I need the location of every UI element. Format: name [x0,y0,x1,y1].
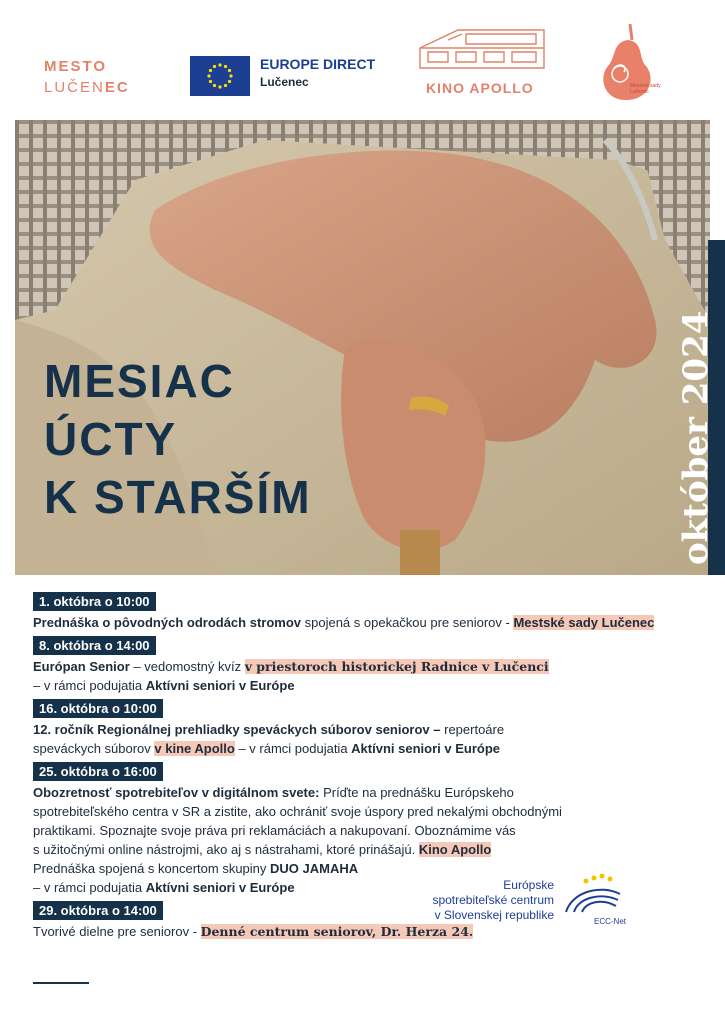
event-text: Európan Senior [33,659,130,674]
event-text: Kino Apollo [418,842,492,857]
eu-stars-icon [190,56,250,96]
mesto-logo-line1: MESTO [44,58,108,75]
europe-direct-subtitle: Lučenec [260,75,309,89]
event-text: spotrebiteľského centra v SR a zistite, ako ochrániť svoje úspory pred nekalými obchodnými [33,804,562,819]
event-text: – v rámci podujatia [33,678,146,693]
event-text: – v rámci podujatia [33,880,146,895]
event-text: Príďte na prednášku Európskeho [319,785,514,800]
event-text: Aktívni seniori v Európe [145,880,295,895]
event-text: spojená s opekačkou pre seniorov - [301,615,514,630]
event-date: 1. októbra o 10:00 [33,592,156,611]
event-text: Tvorivé dielne pre seniorov - [33,924,201,939]
mesto-lucenec-logo [44,56,130,98]
event-text: Mestské sady Lučenec [513,615,655,630]
event-text: Aktívni seniori v Európe [351,741,500,756]
event-date: 8. októbra o 14:00 [33,636,156,655]
ecc-line3: v Slovenskej republike [434,908,554,922]
event-text: repertoáre [440,722,505,737]
hero-photo [15,120,710,575]
footer-divider [33,982,89,984]
event-text: Aktívni seniori v Európe [145,678,295,693]
europe-direct-logo [260,56,375,89]
event-date: 29. októbra o 14:00 [33,901,163,920]
event-text: 12. ročník Regionálnej prehliadky speváckych súborov seniorov – [33,722,441,737]
event-date: 16. októbra o 10:00 [33,699,163,718]
event-text: – vedomostný kvíz [129,659,245,674]
kino-apollo-label: KINO APOLLO [426,80,534,96]
event-text: speváckych súborov [33,741,155,756]
header [0,0,725,118]
ecc-logo [410,878,626,926]
event-text: Denné centrum seniorov, Dr. Herza 24. [200,924,474,939]
kino-apollo-building-icon [418,26,546,72]
ecc-net-label: ECC-Net [594,917,626,926]
ecc-text [410,878,554,923]
event-description [33,657,703,695]
event-text: Prednáška o pôvodných odrodách stromov [33,615,301,630]
hero-title-line3: K STARŠÍM [44,471,312,523]
event-text: DUO JAMAHA [270,861,359,876]
event-item [33,699,703,758]
vertical-date: október 2024 [676,310,716,565]
ecc-line1: Európske [503,878,554,892]
hero-title-line1: MESIAC [44,355,235,407]
mestske-sady-label: Mestské sady Lučenec [630,83,661,95]
event-text: s užitočnými online nástrojmi, ako aj s nástrahami, ktoré prinášajú. [33,842,419,857]
mesto-logo-line2: LUČENEC [44,79,130,96]
event-text: Obozretnosť spotrebiteľov v digitálnom svete: [33,785,320,800]
event-item [33,636,703,695]
ecc-line2: spotrebiteľské centrum [432,893,554,907]
hero-title-line2: ÚCTY [44,413,178,465]
event-text: praktikami. Spoznajte svoje práva pri reklamáciách a nakupovaní. Oboznámime vás [33,823,516,838]
europe-direct-title: EUROPE DIRECT [260,56,376,72]
event-text: v priestoroch historickej Radnice v Lučenci [244,659,549,674]
event-item [33,592,703,632]
event-text: v kine Apollo [154,741,235,756]
event-description [33,613,703,632]
eu-flag-icon [190,56,250,96]
event-text: – v rámci podujatia [234,741,352,756]
event-text: Prednáška spojená s koncertom skupiny [33,861,271,876]
hero-title [44,352,312,526]
ecc-net-icon [560,872,626,926]
event-date: 25. októbra o 16:00 [33,762,163,781]
event-description [33,720,703,758]
